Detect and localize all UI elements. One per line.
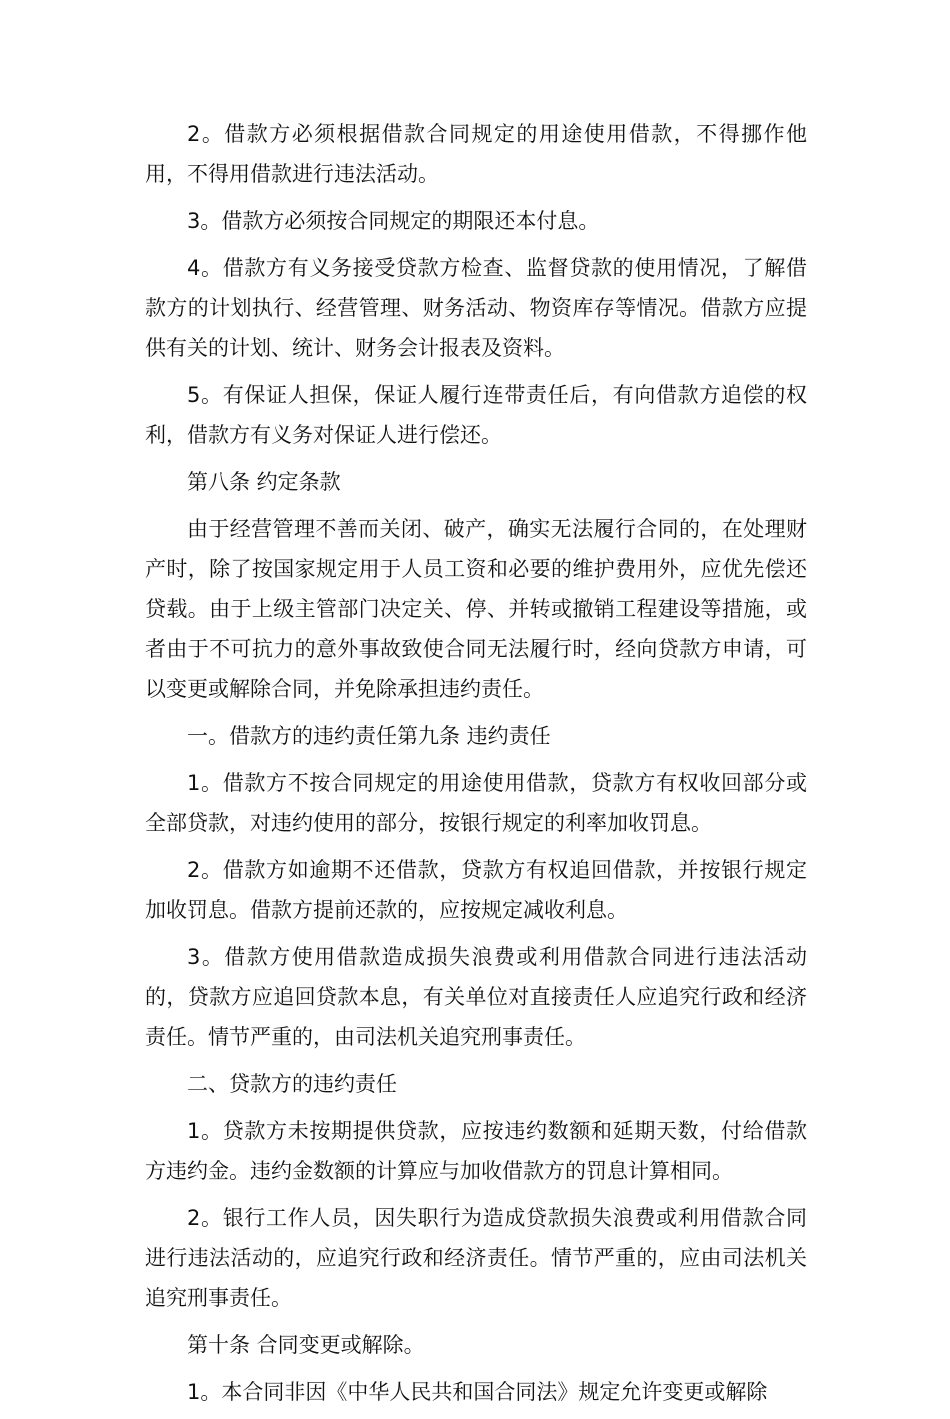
clause-7-item-5: 5。有保证人担保，保证人履行连带责任后，有向借款方追偿的权利，借款方有义务对保证人进行偿还。 bbox=[145, 383, 807, 447]
clause-7-item-4: 4。借款方有义务接受贷款方检查、监督贷款的使用情况，了解借款方的计划执行、经营管理、财务活动、物资库存等情况。借款方应提供有关的计划、统计、财务会计报表及资料。 bbox=[145, 256, 807, 360]
article-8-body: 由于经营管理不善而关闭、破产，确实无法履行合同的，在处理财产时，除了按国家规定用于人员工资和必要的维护费用外，应优先偿还贷载。由于上级主管部门决定关、停、并转或撤销工程建设等措施，或者由于不可抗力的意外事故致使合同无法履行时，经向贷款方申请，可以变更或解除合同，并免除承担违约责任。 bbox=[145, 517, 807, 701]
lender-liability-heading: 二、贷款方的违约责任 bbox=[187, 1072, 397, 1096]
article-9-borrower-item-3: 3。借款方使用借款造成损失浪费或利用借款合同进行违法活动的，贷款方应追回贷款本息，有关单位对直接责任人应追究行政和经济责任。情节严重的，由司法机关追究刑事责任。 bbox=[145, 945, 807, 1049]
article-10-item-1: 1。本合同非因《中华人民共和国合同法》规定允许变更或解除 bbox=[187, 1380, 768, 1404]
article-10-heading: 第十条 合同变更或解除。 bbox=[187, 1333, 425, 1357]
article-9-lender-item-2: 2。银行工作人员，因失职行为造成贷款损失浪费或利用借款合同进行违法活动的，应追究行政和经济责任。情节严重的，应由司法机关追究刑事责任。 bbox=[145, 1206, 807, 1310]
article-8-heading: 第八条 约定条款 bbox=[187, 470, 341, 494]
article-9-lender-item-1: 1。贷款方未按期提供贷款，应按违约数额和延期天数，付给借款方违约金。违约金数额的计算应与加收借款方的罚息计算相同。 bbox=[145, 1119, 807, 1183]
article-9-borrower-item-1: 1。借款方不按合同规定的用途使用借款，贷款方有权收回部分或全部贷款，对违约使用的部分，按银行规定的利率加收罚息。 bbox=[145, 771, 807, 835]
article-9-heading: 一。借款方的违约责任第九条 违约责任 bbox=[187, 724, 551, 748]
clause-7-item-3: 3。借款方必须按合同规定的期限还本付息。 bbox=[187, 209, 600, 233]
document-page bbox=[145, 114, 807, 1419]
clause-7-item-2: 2。借款方必须根据借款合同规定的用途使用借款，不得挪作他用，不得用借款进行违法活动。 bbox=[145, 122, 807, 186]
article-9-borrower-item-2: 2。借款方如逾期不还借款，贷款方有权追回借款，并按银行规定加收罚息。借款方提前还款的，应按规定减收利息。 bbox=[145, 858, 807, 922]
